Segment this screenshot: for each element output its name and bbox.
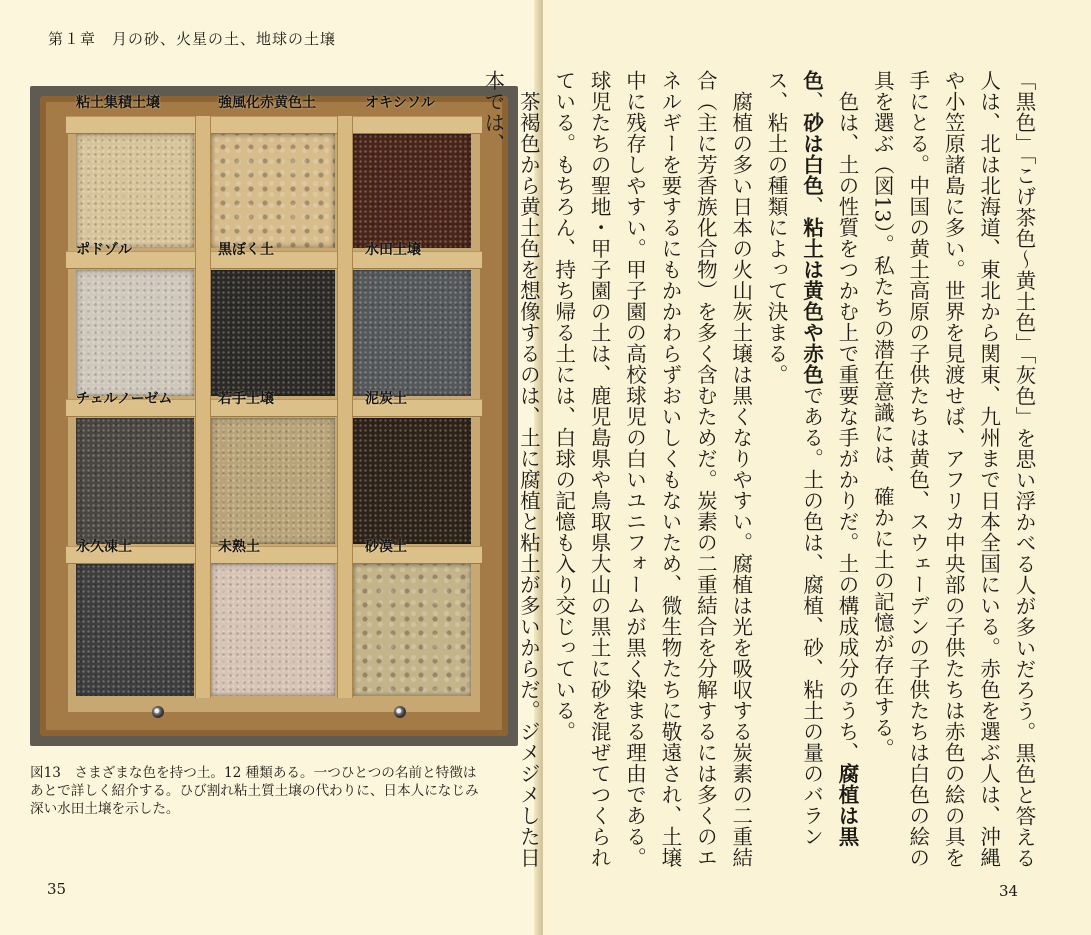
text-run: である。土の色は、腐植、砂、粘土の量のバランス、粘土の種類によって決まる。 xyxy=(764,70,824,847)
page-number-right: 34 xyxy=(999,882,1019,900)
soil-cell xyxy=(211,564,335,696)
screw-icon xyxy=(152,706,164,718)
soil-label: 水田土壌 xyxy=(365,242,421,258)
soil-label: 砂漠土 xyxy=(365,539,407,555)
soil-label: 若手土壌 xyxy=(218,391,274,407)
soil-label: ポドゾル xyxy=(76,242,132,258)
tray-post xyxy=(195,116,211,698)
paragraph: 茶褐色から黄土色を想像するのは、土に腐植と粘土が多いからだ。ジメジメした日本では、 xyxy=(480,70,541,868)
paragraph: 腐植の多い日本の火山灰土壌は黒くなりやすい。腐植は光を吸収する炭素の二重結合（主に芳香族化合物）を多く含むためだ。炭素の二重結合を分解するには多くのエネルギーを要するにもかかわらずおいしくもないため、微生物たちに敬遠され、土壌中に残存しやすい。甲子園の高校球児の白いユニフォームが黒く染まる理由である。球児たちの聖地・甲子園の土は、鹿児島県や鳥取県大山の黒土に砂を混ぜてつくられている。もちろん、持ち帰る土には、白球の記憶も入り交じっている。 xyxy=(551,70,753,868)
tray-post xyxy=(337,116,353,698)
running-head: 第１章 月の砂、火星の土、地球の土壌 xyxy=(48,30,337,48)
figure-caption xyxy=(30,764,520,818)
soil-cell xyxy=(353,134,471,248)
bold-term: 腐植は黒色 xyxy=(799,70,859,847)
soil-cell xyxy=(353,418,471,544)
vertical-body-text xyxy=(480,70,1041,885)
right-page xyxy=(480,0,1091,935)
tray-slat xyxy=(66,116,482,134)
caption-line: 深い水田土壌を示した。 xyxy=(30,801,180,817)
text-run: 、 xyxy=(799,196,824,217)
caption-line: あとで詳しく紹介する。ひび割れ粘土質土壌の代わりに、日本人になじみ xyxy=(30,783,479,799)
soil-cell xyxy=(76,270,194,396)
soil-cell xyxy=(76,564,194,696)
soil-label: 永久凍土 xyxy=(76,539,132,555)
soil-label: 黒ぼく土 xyxy=(218,242,274,258)
bold-term: 砂は白色 xyxy=(799,112,824,196)
page-number-left: 35 xyxy=(47,880,67,898)
soil-label: 強風化赤黄色土 xyxy=(218,95,316,111)
left-page xyxy=(0,0,540,935)
soil-cell xyxy=(353,564,471,696)
bold-term: 粘土は黄色や赤色 xyxy=(799,217,824,385)
soil-label: オキシソル xyxy=(365,95,435,111)
soil-label: 粘土集積土壌 xyxy=(76,95,160,111)
paragraph: 「黒色」「こげ茶色～黄土色」「灰色」を思い浮かべる人が多いだろう。黒色と答える人は、北は北海道、東北から関東、九州まで日本全国にいる。赤色を選ぶ人は、沖縄や小笠原諸島に多い。世界を見渡せば、アフリカ中央部の子供たちは赤色の絵の具を手にとる。中国の黄土高原の子供たちは黄色、スウェーデンの子供たちは白色の絵の具を選ぶ（図13）。私たちの潜在意識には、確かに土の記憶が存在する。 xyxy=(870,70,1036,869)
soil-label: 泥炭土 xyxy=(365,391,407,407)
soil-sample-photo xyxy=(30,86,518,746)
soil-cell xyxy=(76,134,194,248)
soil-cell xyxy=(211,270,335,396)
soil-cell xyxy=(76,418,194,544)
soil-label: 未熟土 xyxy=(218,539,260,555)
soil-cell xyxy=(353,270,471,396)
paragraph xyxy=(758,70,864,885)
soil-cell xyxy=(211,134,335,248)
soil-label: チェルノーゼム xyxy=(76,391,173,407)
screw-icon xyxy=(394,706,406,718)
caption-line: 図13 さまざまな色を持つ土。12 種類ある。一つひとつの名前と特徴は xyxy=(30,765,477,781)
soil-cell xyxy=(211,418,335,544)
text-run: 色は、土の性質をつかむ上で重要な手がかりだ。土の構成成分のうち、 xyxy=(834,90,859,763)
text-run: 、 xyxy=(799,91,824,112)
